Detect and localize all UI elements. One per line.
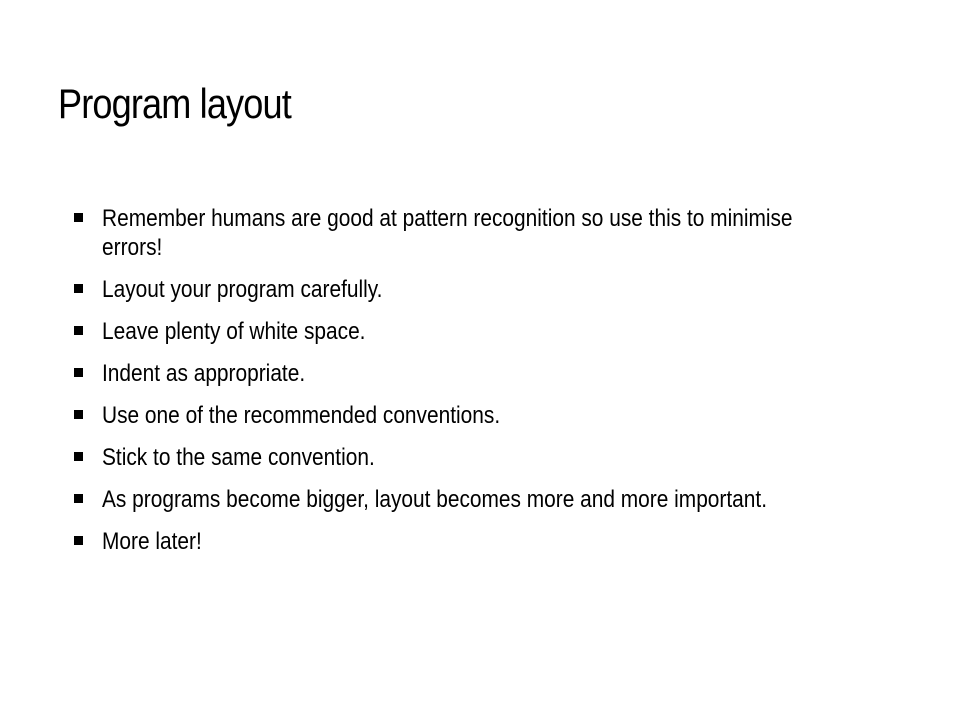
- slide-title: Program layout: [58, 80, 291, 127]
- list-item: [72, 275, 932, 304]
- bullet-text: Indent as appropriate.: [102, 360, 306, 387]
- list-item: [72, 204, 932, 262]
- square-bullet-icon: [74, 536, 83, 545]
- list-item: [72, 443, 932, 472]
- bullet-text: As programs become bigger, layout becomes more and more important.: [102, 486, 768, 513]
- bullet-text: Remember humans are good at pattern recognition so use this to minimise errors!: [102, 205, 793, 261]
- square-bullet-icon: [74, 213, 83, 222]
- bullet-list: [72, 204, 932, 569]
- square-bullet-icon: [74, 410, 83, 419]
- list-item: [72, 317, 932, 346]
- bullet-text: Stick to the same convention.: [102, 444, 375, 471]
- list-item: [72, 527, 932, 556]
- square-bullet-icon: [74, 368, 83, 377]
- square-bullet-icon: [74, 284, 83, 293]
- square-bullet-icon: [74, 452, 83, 461]
- list-item: [72, 401, 932, 430]
- list-item: [72, 485, 932, 514]
- bullet-text: Leave plenty of white space.: [102, 318, 366, 345]
- list-item: [72, 359, 932, 388]
- bullet-text: More later!: [102, 528, 202, 555]
- square-bullet-icon: [74, 326, 83, 335]
- bullet-text: Layout your program carefully.: [102, 276, 383, 303]
- square-bullet-icon: [74, 494, 83, 503]
- bullet-text: Use one of the recommended conventions.: [102, 402, 501, 429]
